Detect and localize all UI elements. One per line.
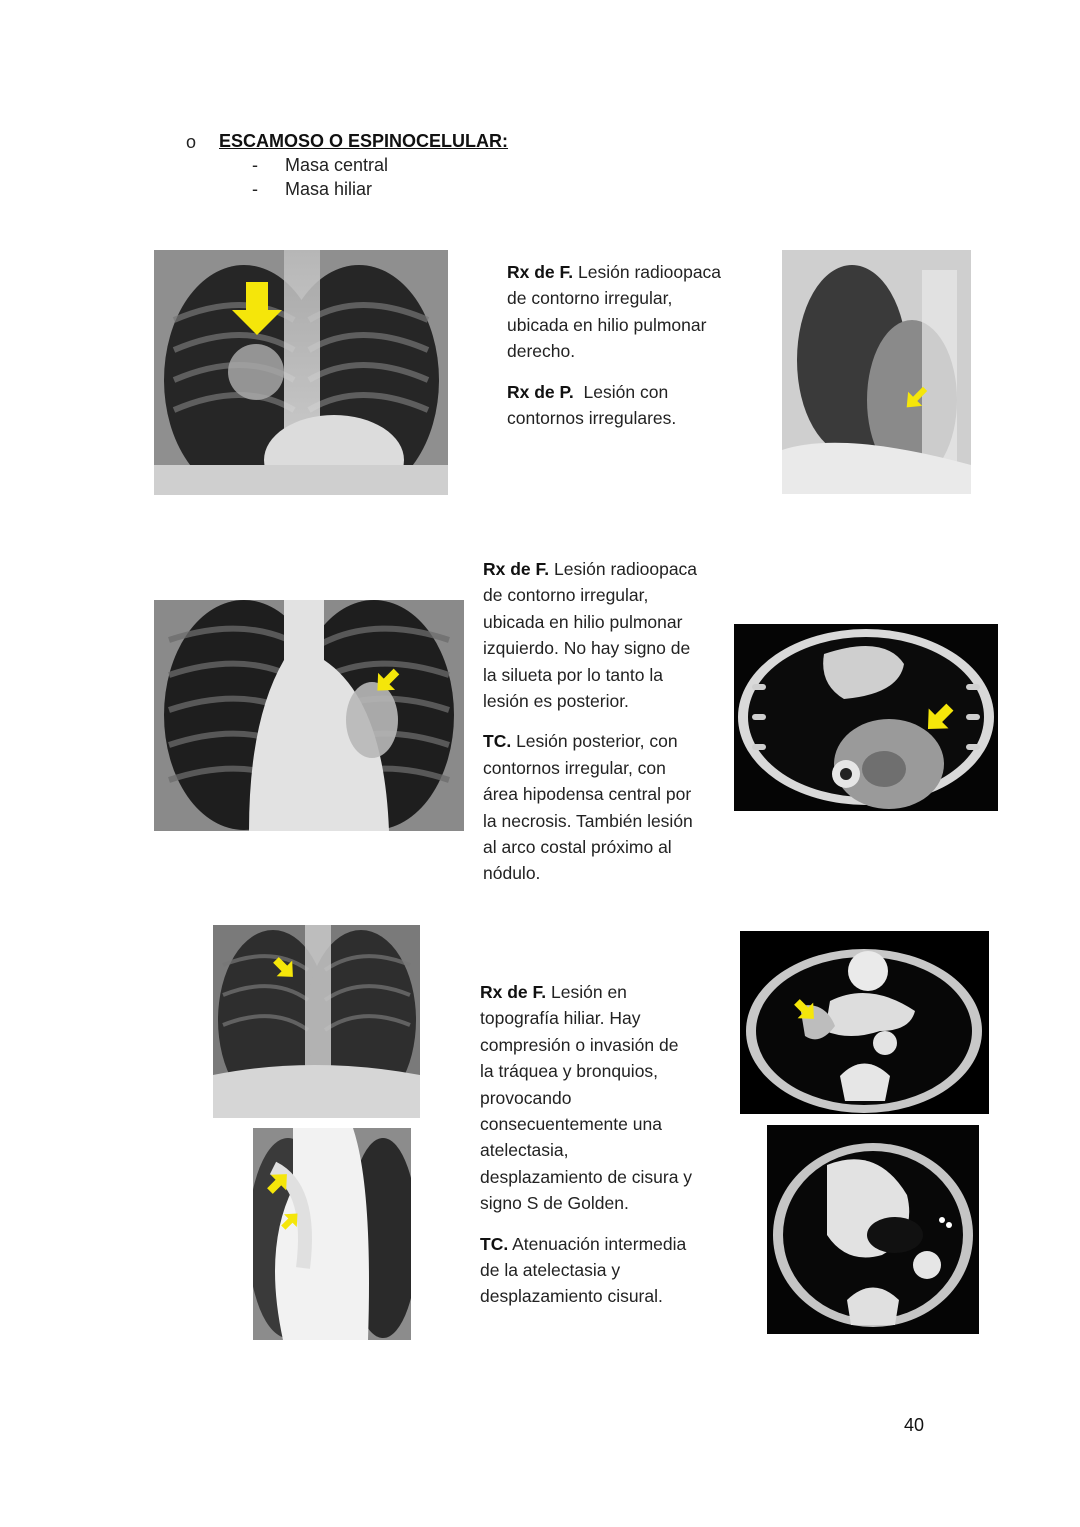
list-dash: - (252, 179, 258, 199)
text-line: Lesión posterior, con (516, 731, 678, 752)
section-heading: ESCAMOSO O ESPINOCELULAR: (219, 131, 509, 151)
label-ct: TC. (483, 731, 512, 752)
text-line: de contorno irregular, (483, 585, 649, 606)
text-line: Lesión en (551, 982, 627, 1002)
text-line: contornos irregulares. (507, 408, 677, 429)
text-line: área hipodensa central por (483, 784, 692, 805)
text-line: atelectasia, (480, 1140, 569, 1161)
case3-description (480, 979, 720, 1324)
text-line: ubicada en hilio pulmonar (483, 611, 683, 632)
text-line: al arco costal próximo al (483, 837, 672, 858)
label-ct: TC. (480, 1233, 509, 1254)
text-line: nódulo. (483, 863, 541, 884)
chest-xray-frontal-image (213, 925, 420, 1118)
text-line: la necrosis. También lesión (483, 810, 693, 831)
text-line: desplazamiento de cisura y (480, 1166, 693, 1187)
chest-xray-frontal-image (154, 250, 448, 495)
label-rx-frontal: Rx de F. (480, 982, 547, 1002)
text-line: consecuentemente una (480, 1114, 662, 1135)
text-line: ubicada en hilio pulmonar (507, 314, 707, 335)
ct-scan-axial-image (740, 931, 989, 1114)
text-line: lesión es posterior. (483, 691, 629, 712)
label-rx-lateral: Rx de P. (507, 381, 574, 402)
text-line: la silueta por lo tanto la (483, 664, 663, 685)
list-dash: - (252, 155, 258, 175)
ct-scan-axial-image (767, 1125, 979, 1334)
list-item-text: Masa hiliar (285, 179, 373, 199)
list-item (252, 155, 388, 176)
text-line: de contorno irregular, (507, 288, 673, 309)
list-item-text: Masa central (285, 155, 389, 175)
text-line: Lesión con (583, 381, 669, 402)
text-line: Lesión radioopaca (554, 559, 698, 579)
page-number: 40 (904, 1415, 925, 1435)
text-line: Atenuación intermedia (512, 1233, 687, 1254)
case1-description (507, 259, 747, 445)
ct-scan-axial-image (734, 624, 998, 811)
label-rx-frontal: Rx de F. (507, 262, 574, 282)
text-line: compresión o invasión de (480, 1034, 679, 1055)
text-line: Lesión radioopaca (578, 262, 722, 282)
text-line: derecho. (507, 341, 576, 362)
list-bullet: o (186, 132, 197, 152)
text-line: desplazamiento cisural. (480, 1286, 663, 1307)
chest-xray-frontal-image (154, 600, 464, 831)
text-line: contornos irregular, con (483, 757, 666, 778)
text-line: topografía hiliar. Hay (480, 1008, 641, 1029)
list-item (252, 179, 372, 200)
text-line: provocando (480, 1087, 572, 1108)
text-line: signo S de Golden. (480, 1193, 629, 1214)
chest-xray-frontal-image (253, 1128, 411, 1340)
case2-description (483, 556, 723, 901)
text-line: de la atelectasia y (480, 1260, 621, 1281)
chest-xray-lateral-image (782, 250, 971, 494)
text-line: izquierdo. No hay signo de (483, 638, 691, 659)
text-line: la tráquea y bronquios, (480, 1061, 659, 1082)
label-rx-frontal: Rx de F. (483, 559, 550, 579)
